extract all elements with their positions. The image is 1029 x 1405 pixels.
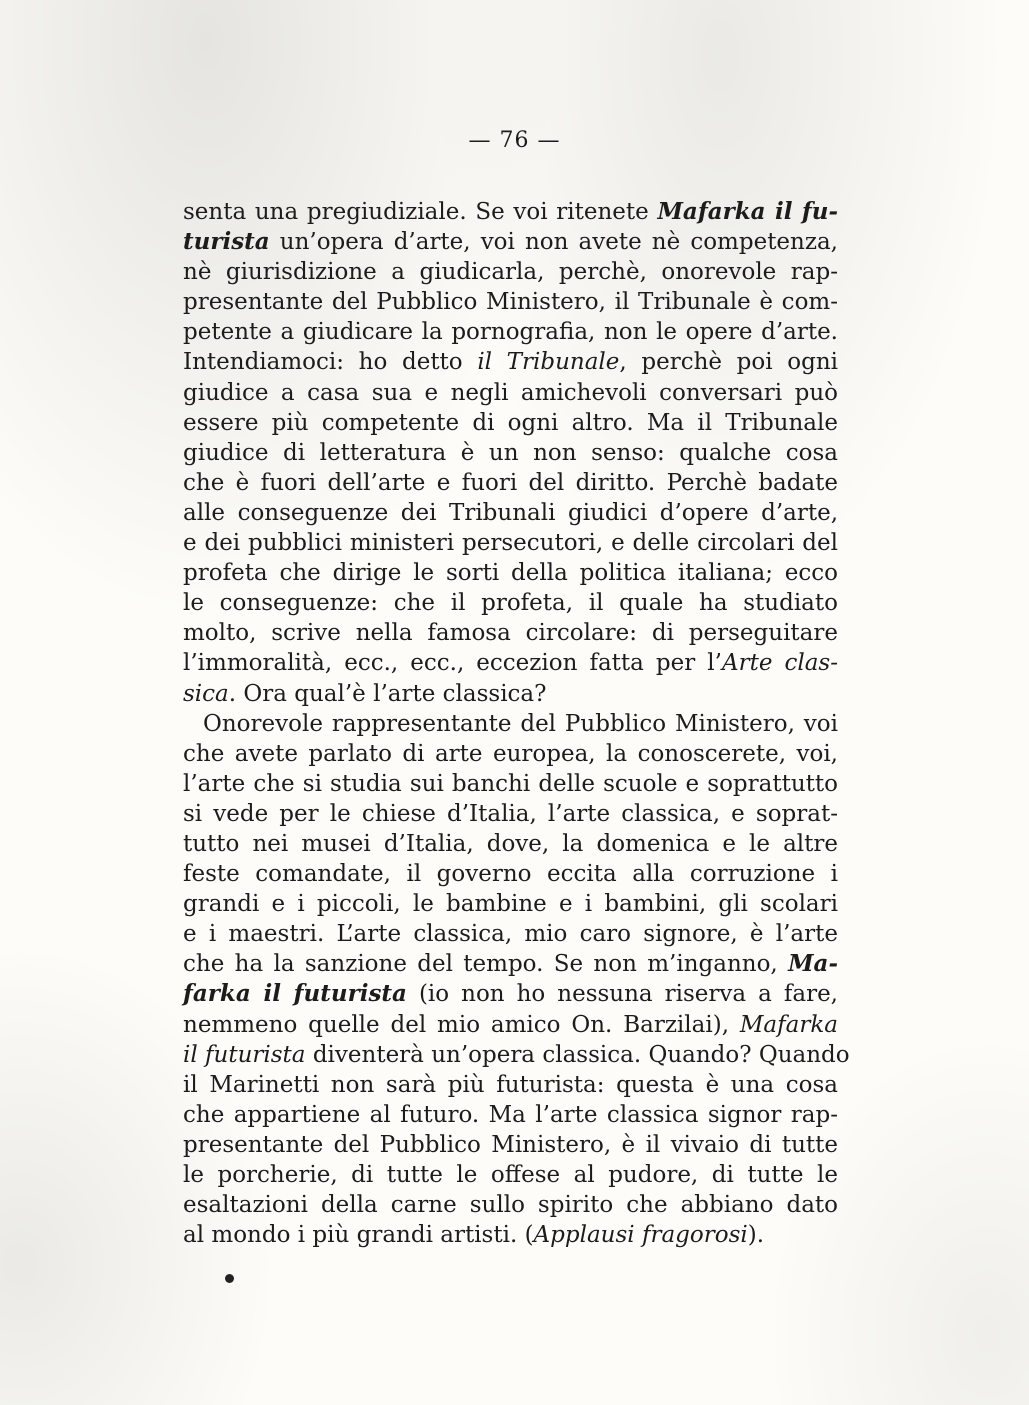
page-number: — 76 —: [468, 128, 561, 153]
text-segment: Onorevole rappresentante del Pubblico Ministero, voi: [203, 710, 838, 737]
text-segment: esaltazioni della carne sullo spirito che abbiano dato: [183, 1192, 838, 1219]
text-line: [183, 558, 838, 588]
text-segment: presentante del Pubblico Ministero, è il vivaio di tutte: [183, 1131, 838, 1158]
text-segment: il futurista: [183, 1041, 306, 1068]
text-segment: tutto nei musei d’Italia, dove, la domenica e le altre: [183, 830, 838, 857]
text-line: [183, 1190, 838, 1220]
text-line: [183, 498, 838, 528]
text-segment: il Marinetti non sarà più futurista: questa è una cosa: [183, 1071, 838, 1098]
text-line: [183, 317, 838, 347]
text-segment: che appartiene al futuro. Ma l’arte classica signor rap-: [183, 1101, 838, 1128]
paragraph: [183, 709, 850, 1251]
text-line: [183, 1010, 838, 1040]
text-segment: alle conseguenze dei Tribunali giudici d’opere d’arte,: [183, 499, 838, 526]
text-segment: turista: [183, 228, 270, 256]
text-line: [183, 979, 838, 1009]
text-line: [183, 468, 838, 498]
text-line: [183, 1130, 838, 1160]
text-segment: Arte clas-: [721, 650, 838, 677]
text-line: [183, 709, 838, 739]
text-segment: il Tribunale: [477, 349, 620, 376]
text-segment: l’arte che si studia sui banchi delle scuole e soprattutto: [183, 770, 838, 797]
text-line: [183, 588, 838, 618]
text-segment: giudice a casa sua e negli amichevoli conversari può: [183, 379, 838, 406]
text-segment: grandi e i piccoli, le bambine e i bambini, gli scolari: [183, 891, 838, 918]
text-line: [183, 1220, 838, 1250]
text-line: [183, 799, 838, 829]
text-segment: e dei pubblici ministeri persecutori, e delle circolari del: [183, 530, 838, 557]
text-segment: giudice di letteratura è un non senso: qualche cosa: [183, 439, 838, 466]
text-segment: un’opera d’arte, voi non avete nè competenza,: [269, 229, 838, 256]
text-segment: l’immoralità, ecc., ecc., eccezion fatta per l’: [183, 650, 722, 677]
text-line: [183, 919, 838, 949]
text-segment: profeta che dirige le sorti della politica italiana; ecco: [183, 560, 838, 587]
paragraph: [183, 197, 838, 709]
text-segment: Intendiamoci: ho detto: [183, 349, 478, 376]
text-line: [183, 438, 838, 468]
text-line: [183, 618, 838, 648]
text-line: [183, 949, 838, 979]
text-line: [183, 287, 838, 317]
text-segment: le conseguenze: che il profeta, il quale ha studiato: [183, 590, 838, 617]
body-text: [183, 197, 850, 1250]
text-segment: essere più competente di ogni altro. Ma il Tribunale: [183, 409, 838, 436]
text-line: [183, 889, 838, 919]
text-segment: diventerà un’opera classica. Quando? Quando: [305, 1041, 850, 1068]
text-segment: farka il futurista: [183, 980, 407, 1008]
text-segment: ).: [747, 1222, 765, 1249]
text-segment: sica: [183, 680, 229, 707]
text-segment: Mafarka: [739, 1011, 838, 1038]
text-segment: nemmeno quelle del mio amico On. Barzilai),: [183, 1011, 740, 1038]
text-segment: senta una pregiudiziale. Se voi ritenete: [183, 199, 658, 225]
text-line: [183, 227, 838, 257]
text-line: [183, 197, 838, 227]
text-segment: Mafarka il fu-: [657, 198, 838, 225]
text-segment: che è fuori dell’arte e fuori del diritto. Perchè badate: [183, 469, 838, 496]
text-segment: petente a giudicare la pornografia, non le opere d’arte.: [183, 319, 838, 346]
text-line: [183, 859, 838, 889]
text-line: [183, 1100, 838, 1130]
text-segment: Applausi fragorosi: [533, 1222, 748, 1249]
text-line: [183, 1160, 838, 1190]
text-line: [183, 679, 838, 709]
text-line: [183, 408, 838, 438]
text-segment: presentante del Pubblico Ministero, il Tribunale è com-: [183, 289, 838, 316]
text-line: [183, 347, 838, 377]
text-segment: feste comandate, il governo eccita alla corruzione i: [183, 861, 838, 888]
text-segment: , perchè poi ogni: [619, 349, 838, 376]
text-segment: nè giurisdizione a giudicarla, perchè, onorevole rap-: [183, 259, 838, 286]
text-line: [183, 1040, 850, 1070]
text-segment: al mondo i più grandi artisti. (: [183, 1222, 534, 1249]
text-line: [183, 528, 838, 558]
text-segment: Ma-: [788, 950, 838, 978]
text-segment: le porcherie, di tutte le offese al pudore, di tutte le: [183, 1162, 838, 1188]
text-line: [183, 648, 838, 678]
text-line: [183, 829, 838, 859]
text-segment: e i maestri. L’arte classica, mio caro signore, è l’arte: [183, 921, 838, 948]
text-line: [183, 739, 838, 769]
text-segment: si vede per le chiese d’Italia, l’arte classica, e soprat-: [183, 800, 838, 827]
text-line: [183, 378, 838, 408]
text-line: [183, 1070, 838, 1100]
text-segment: che ha la sanzione del tempo. Se non m’inganno,: [183, 951, 789, 978]
text-segment: che avete parlato di arte europea, la conoscerete, voi,: [183, 740, 838, 767]
text-segment: (io non ho nessuna riserva a fare,: [406, 981, 838, 1008]
text-segment: molto, scrive nella famosa circolare: di perseguitare: [183, 620, 838, 647]
text-segment: . Ora qual’è l’arte classica?: [228, 680, 547, 707]
text-line: [183, 769, 838, 799]
ink-speck: [225, 1274, 234, 1283]
text-line: [183, 257, 838, 287]
